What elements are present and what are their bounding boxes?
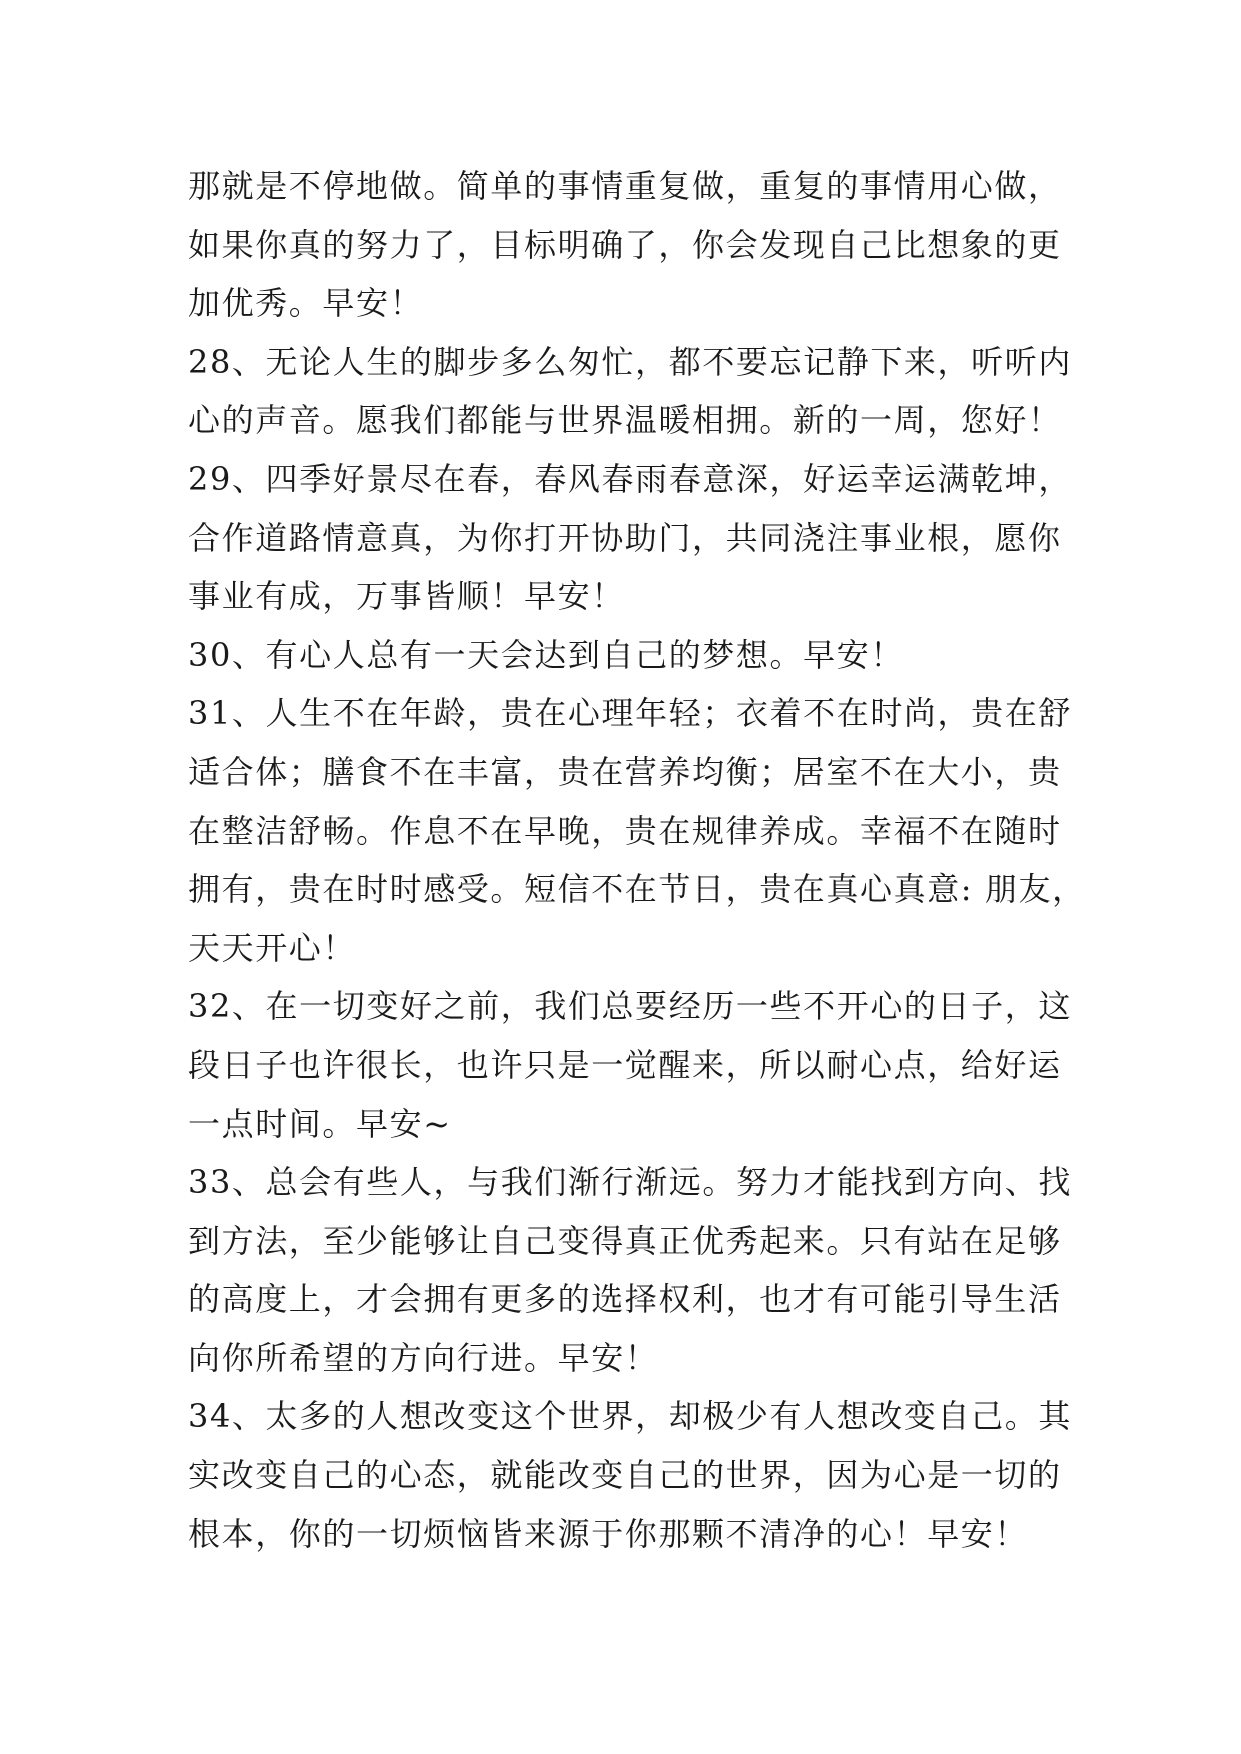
text-line: 那就是不停地做。简单的事情重复做，重复的事情用心做， bbox=[188, 167, 1062, 205]
text-line: 适合体；膳食不在丰富，贵在营养均衡；居室不在大小，贵 bbox=[188, 752, 1062, 791]
document-body bbox=[188, 157, 1086, 1563]
text-line: 天天开心！ bbox=[188, 928, 357, 967]
text-line: 32、在一切变好之前，我们总要经历一些不开心的日子，这 bbox=[188, 987, 1072, 1026]
text-line: 根本，你的一切烦恼皆来源于你那颗不清净的心！早安！ bbox=[188, 1514, 1029, 1553]
text-line: 28、无论人生的脚步多么匆忙，都不要忘记静下来，听听内 bbox=[188, 342, 1072, 381]
text-line: 31、人生不在年龄，贵在心理年轻；衣着不在时尚，贵在舒 bbox=[188, 694, 1072, 733]
text-line: 到方法，至少能够让自己变得真正优秀起来。只有站在足够 bbox=[188, 1221, 1062, 1260]
text-line: 如果你真的努力了，目标明确了，你会发现自己比想象的更 bbox=[188, 225, 1062, 264]
text-line: 段日子也许很长，也许只是一觉醒来，所以耐心点，给好运 bbox=[188, 1045, 1062, 1084]
text-line: 事业有成，万事皆顺！早安！ bbox=[188, 577, 625, 616]
text-line: 29、四季好景尽在春，春风春雨春意深，好运幸运满乾坤， bbox=[188, 459, 1072, 498]
text-line: 34、太多的人想改变这个世界，却极少有人想改变自己。其 bbox=[188, 1397, 1072, 1436]
text-line: 向你所希望的方向行进。早安！ bbox=[188, 1338, 659, 1377]
text-line: 在整洁舒畅。作息不在早晚，贵在规律养成。幸福不在随时 bbox=[188, 811, 1062, 850]
text-line: 合作道路情意真，为你打开协助门，共同浇注事业根，愿你 bbox=[188, 518, 1062, 557]
text-line: 加优秀。早安！ bbox=[188, 284, 424, 323]
text-line: 一点时间。早安~ bbox=[188, 1104, 452, 1143]
text-line: 30、有心人总有一天会达到自己的梦想。早安！ bbox=[188, 635, 904, 674]
text-line: 实改变自己的心态，就能改变自己的世界，因为心是一切的 bbox=[188, 1456, 1062, 1495]
text-line: 的高度上，才会拥有更多的选择权利，也才有可能引导生活 bbox=[188, 1280, 1062, 1319]
text-line: 33、总会有些人，与我们渐行渐远。努力才能找到方向、找 bbox=[188, 1163, 1072, 1202]
text-line: 心的声音。愿我们都能与世界温暖相拥。新的一周，您好！ bbox=[188, 401, 1062, 440]
text-line: 拥有，贵在时时感受。短信不在节日，贵在真心真意: 朋友， bbox=[188, 870, 1086, 909]
